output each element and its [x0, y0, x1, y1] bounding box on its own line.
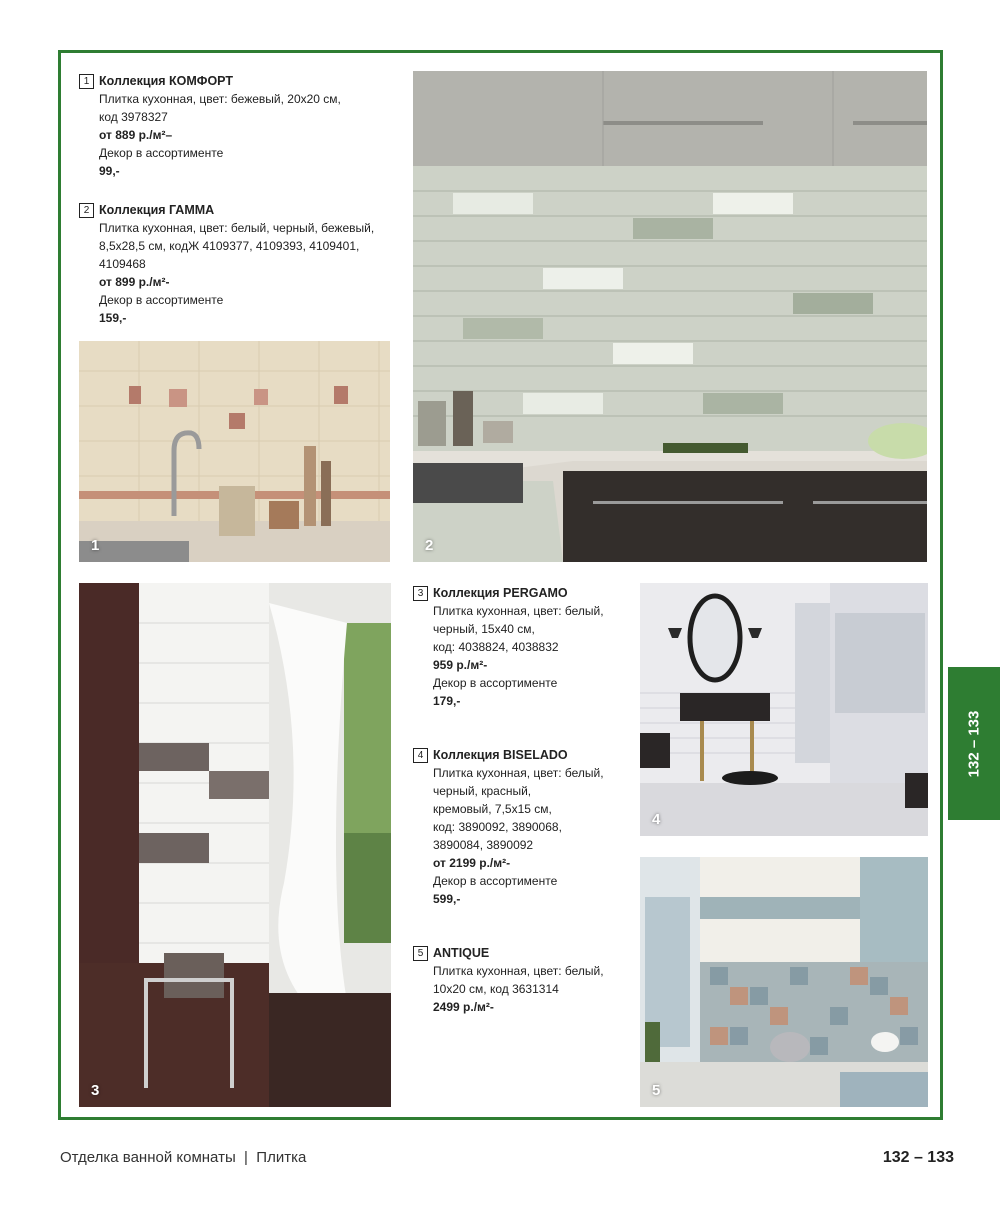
product-decor: Декор в ассортименте — [433, 676, 558, 690]
product-desc-line: черный, 15х40 см, — [433, 622, 535, 636]
product-desc-line: 8,5х28,5 см, кодЖ 4109377, 4109393, 4109401, — [99, 239, 360, 253]
product-antique — [413, 944, 628, 1016]
product-title: Коллекция КОМФОРТ — [99, 74, 233, 88]
product-decor-price: 599,- — [433, 892, 461, 906]
photo-number: 4 — [652, 811, 661, 828]
product-desc-line: 3890084, 3890092 — [433, 838, 534, 852]
photo-number: 1 — [91, 537, 100, 554]
product-desc-line: Плитка кухонная, цвет: белый, — [433, 604, 604, 618]
product-decor-price: 179,- — [433, 694, 461, 708]
photo-komfort — [79, 341, 390, 562]
product-decor: Декор в ассортименте — [99, 146, 224, 160]
product-price: 2499 р./м²- — [433, 1000, 494, 1014]
product-number: 2 — [79, 203, 94, 218]
product-desc-line: черный, красный, — [433, 784, 532, 798]
photo-gamma — [413, 71, 927, 562]
product-komfort — [79, 72, 399, 180]
product-number: 1 — [79, 74, 94, 89]
page-tab-label: 132 – 133 — [965, 710, 983, 777]
product-desc-line: Плитка кухонная, цвет: бежевый, 20х20 см, — [99, 92, 341, 106]
product-title: Коллекция PERGAMO — [433, 586, 568, 600]
product-price: от 889 р./м²– — [99, 128, 173, 142]
footer-section: Отделка ванной комнаты | Плитка — [60, 1149, 307, 1166]
product-number: 5 — [413, 946, 428, 961]
product-gamma — [79, 201, 399, 327]
photo-number: 2 — [425, 537, 434, 554]
product-price: 959 р./м²- — [433, 658, 488, 672]
product-title: Коллекция BISELADO — [433, 748, 568, 762]
product-desc-line: код 3978327 — [99, 110, 168, 124]
product-price: от 2199 р./м²- — [433, 856, 511, 870]
product-desc-line: кремовый, 7,5х15 см, — [433, 802, 552, 816]
page-tab — [948, 667, 1000, 820]
product-desc-line: код: 4038824, 4038832 — [433, 640, 559, 654]
photo-number: 5 — [652, 1082, 661, 1099]
photo-pergamo — [79, 583, 391, 1107]
product-title: Коллекция ГАММА — [99, 203, 215, 217]
product-decor-price: 99,- — [99, 164, 120, 178]
product-desc-line: Плитка кухонная, цвет: белый, — [433, 964, 604, 978]
product-number: 4 — [413, 748, 428, 763]
product-desc-line: код: 3890092, 3890068, — [433, 820, 562, 834]
photo-antique — [640, 857, 928, 1107]
product-number: 3 — [413, 586, 428, 601]
product-decor: Декор в ассортименте — [433, 874, 558, 888]
footer-page-numbers: 132 – 133 — [882, 1149, 954, 1166]
product-price: от 899 р./м²- — [99, 275, 170, 289]
product-desc-line: 4109468 — [99, 257, 146, 271]
product-pergamo — [413, 584, 628, 710]
product-decor: Декор в ассортименте — [99, 293, 224, 307]
product-desc-line: Плитка кухонная, цвет: белый, черный, бежевый, — [99, 221, 375, 235]
product-decor-price: 159,- — [99, 311, 127, 325]
product-biselado — [413, 746, 628, 908]
product-title: ANTIQUE — [433, 946, 490, 960]
product-desc-line: 10х20 см, код 3631314 — [433, 982, 559, 996]
photo-biselado — [640, 583, 928, 836]
photo-number: 3 — [91, 1082, 100, 1099]
product-desc-line: Плитка кухонная, цвет: белый, — [433, 766, 604, 780]
